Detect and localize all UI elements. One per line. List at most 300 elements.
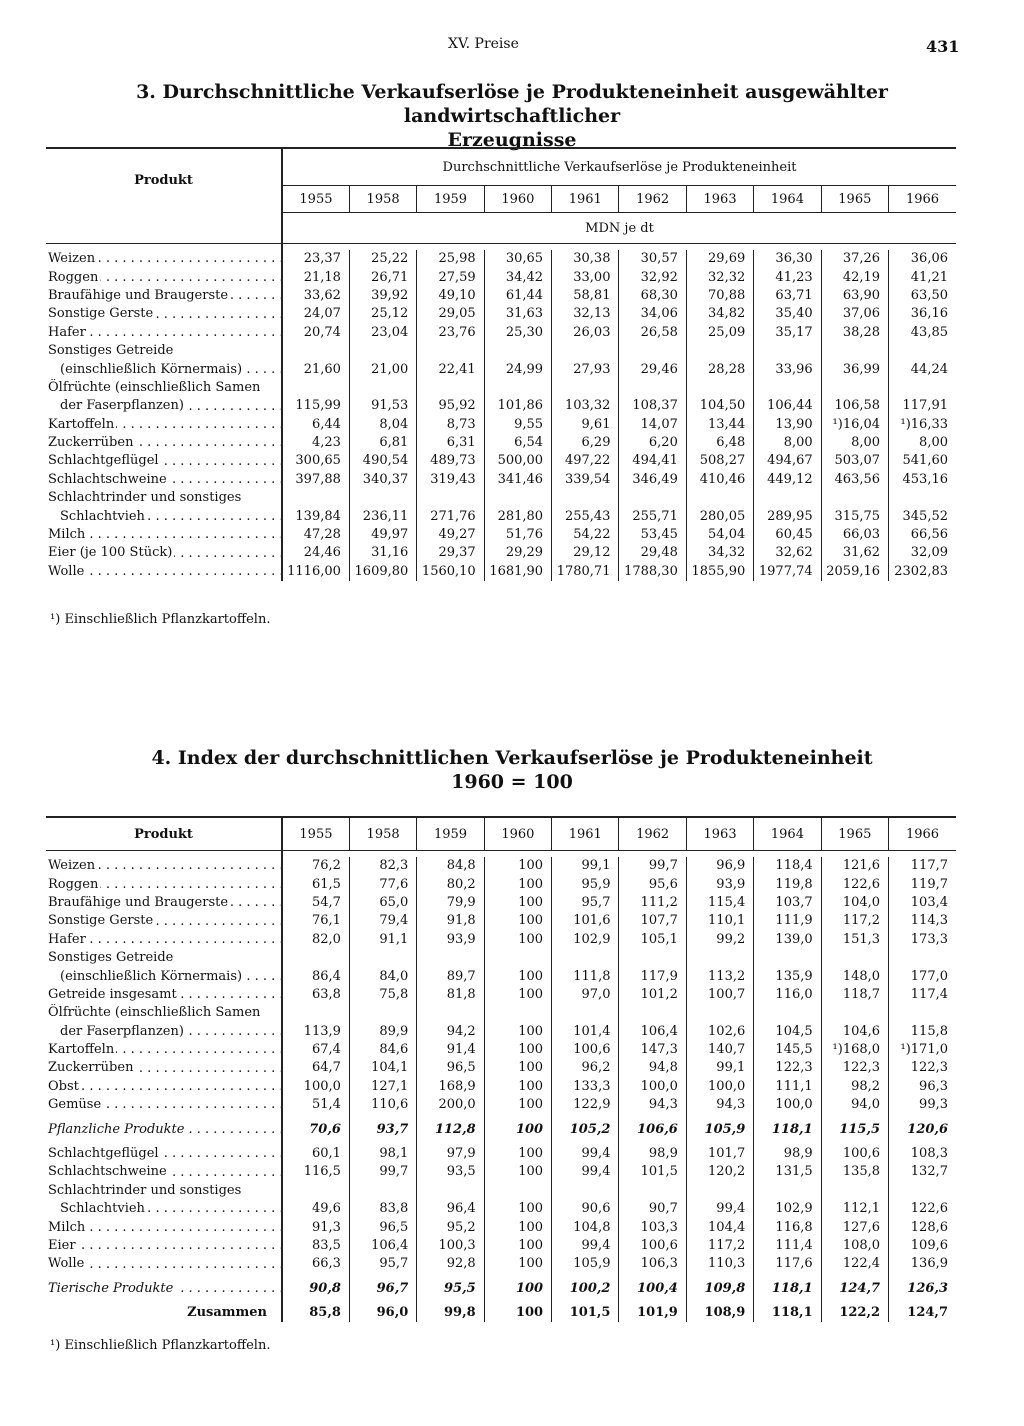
table-row	[46, 875, 956, 893]
row-value: 25,98	[417, 250, 484, 268]
row-value: 41,23	[754, 268, 821, 286]
row-value: 100	[484, 1237, 551, 1255]
row-value: 489,73	[417, 452, 484, 470]
row-value: 29,12	[552, 544, 619, 562]
row-value: 107,7	[619, 912, 686, 930]
row-value: ¹)168,0	[821, 1041, 888, 1059]
row-value: 117,6	[754, 1255, 821, 1273]
row-value: 95,9	[552, 875, 619, 893]
table1-year-header: 1964	[754, 186, 821, 213]
table2	[46, 816, 956, 1322]
row-value: 26,03	[552, 324, 619, 342]
row-value: 100	[484, 1139, 551, 1163]
row-value: 34,32	[686, 544, 753, 562]
row-value: 103,7	[754, 894, 821, 912]
table1-title-line2: Erzeugnisse	[447, 129, 577, 151]
row-value: 96,5	[349, 1218, 416, 1236]
row-value: 80,2	[417, 875, 484, 893]
row-value: 26,58	[619, 324, 686, 342]
row-label-text: Eier	[48, 1238, 76, 1253]
row-value: 83,5	[282, 1237, 349, 1255]
row-value: 108,3	[889, 1139, 956, 1163]
row-value: 104,1	[349, 1059, 416, 1077]
row-value: 114,3	[889, 912, 956, 930]
row-label	[46, 912, 282, 930]
row-value: 102,6	[686, 1023, 753, 1041]
row-value: 100,6	[552, 1041, 619, 1059]
row-value	[686, 342, 753, 360]
row-label-text: Hafer	[48, 324, 86, 340]
row-label-text: Schlachtrinder und sonstiges	[48, 490, 242, 506]
row-label-text: Sonstige Gerste	[48, 913, 154, 929]
row-value: 200,0	[417, 1096, 484, 1114]
table2-year-header: 1965	[821, 817, 888, 851]
row-value: 120,2	[686, 1163, 753, 1181]
row-value: 255,71	[619, 507, 686, 525]
row-value: 339,54	[552, 471, 619, 489]
row-value: 6,44	[282, 416, 349, 434]
row-value	[484, 342, 551, 360]
row-value: 168,9	[417, 1078, 484, 1096]
row-value: 96,7	[349, 1274, 416, 1298]
row-value: 145,5	[754, 1041, 821, 1059]
row-value: 70,6	[282, 1114, 349, 1138]
table-row	[46, 360, 956, 378]
row-value: 101,9	[619, 1298, 686, 1322]
row-value	[619, 489, 686, 507]
row-value: 91,4	[417, 1041, 484, 1059]
row-value: 100	[484, 1041, 551, 1059]
row-value: 54,22	[552, 526, 619, 544]
row-value: ¹)171,0	[889, 1041, 956, 1059]
row-value: 47,28	[282, 526, 349, 544]
row-label	[46, 1218, 282, 1236]
row-value	[889, 1004, 956, 1022]
row-value: 34,42	[484, 268, 551, 286]
table1-footnote-text: Einschließlich Pflanzkartoffeln.	[64, 612, 271, 627]
table-row	[46, 434, 956, 452]
row-value: 122,6	[889, 1200, 956, 1218]
row-value: 89,9	[349, 1023, 416, 1041]
table-row	[46, 1078, 956, 1096]
row-value: 21,60	[282, 360, 349, 378]
table-row	[46, 949, 956, 967]
row-value: 99,7	[619, 857, 686, 875]
row-value: 34,82	[686, 305, 753, 323]
row-label-text: Obst	[48, 1078, 79, 1094]
row-value: 139,84	[282, 507, 349, 525]
table-row	[46, 894, 956, 912]
table-row	[46, 452, 956, 470]
row-value: 100,6	[619, 1237, 686, 1255]
table-row	[46, 287, 956, 305]
row-value: 79,9	[417, 894, 484, 912]
table-row	[46, 1004, 956, 1022]
table2-footnote	[50, 1338, 270, 1353]
row-label	[46, 1274, 282, 1298]
row-value: 177,0	[889, 967, 956, 985]
row-value	[754, 342, 821, 360]
row-label-text: Gemüse	[48, 1097, 102, 1113]
row-value: 100,0	[619, 1078, 686, 1096]
row-value: 541,60	[889, 452, 956, 470]
row-value: 281,80	[484, 507, 551, 525]
row-value	[821, 949, 888, 967]
row-label-text: Schlachtvieh	[48, 1201, 147, 1216]
row-value: 117,2	[821, 912, 888, 930]
row-value: 30,38	[552, 250, 619, 268]
table2-year-header: 1959	[417, 817, 484, 851]
row-value: 101,5	[552, 1298, 619, 1322]
row-value	[349, 342, 416, 360]
row-value: 100	[484, 857, 551, 875]
row-value: ¹)16,33	[889, 416, 956, 434]
row-value: 116,8	[754, 1218, 821, 1236]
table1-year-header: 1965	[821, 186, 888, 213]
row-value	[484, 379, 551, 397]
row-value: 63,8	[282, 986, 349, 1004]
row-value: 117,2	[686, 1237, 753, 1255]
table-row	[46, 397, 956, 415]
row-value	[821, 379, 888, 397]
row-value: 111,2	[619, 894, 686, 912]
row-value	[619, 1004, 686, 1022]
row-value: 32,62	[754, 544, 821, 562]
row-value: 94,3	[686, 1096, 753, 1114]
row-value: 31,62	[821, 544, 888, 562]
table-row	[46, 1059, 956, 1077]
row-value: 122,3	[821, 1059, 888, 1077]
row-label-text: der Faserpflanzen)	[48, 1024, 186, 1039]
row-value: 108,9	[686, 1298, 753, 1322]
row-value: 289,95	[754, 507, 821, 525]
row-value	[282, 379, 349, 397]
row-value: 23,37	[282, 250, 349, 268]
row-label	[46, 250, 282, 268]
row-value: 1788,30	[619, 563, 686, 581]
row-label-text: Braufähige und Braugerste	[48, 287, 229, 303]
row-value: 63,50	[889, 287, 956, 305]
row-value: 346,49	[619, 471, 686, 489]
row-value: 397,88	[282, 471, 349, 489]
row-label	[46, 342, 282, 360]
row-value: 43,85	[889, 324, 956, 342]
row-label-text: Eier (je 100 Stück)	[48, 545, 173, 561]
row-value: 100	[484, 1163, 551, 1181]
row-value: 21,18	[282, 268, 349, 286]
row-label	[46, 489, 282, 507]
row-label-text: Tierische Produkte	[48, 1280, 174, 1296]
row-value: 25,12	[349, 305, 416, 323]
row-value: 133,3	[552, 1078, 619, 1096]
row-value: 77,6	[349, 875, 416, 893]
row-label	[46, 1182, 282, 1200]
row-value: 27,59	[417, 268, 484, 286]
row-value	[349, 379, 416, 397]
row-value: 122,6	[821, 875, 888, 893]
row-value: 124,7	[889, 1298, 956, 1322]
row-value: 100	[484, 1114, 551, 1138]
row-value: 127,1	[349, 1078, 416, 1096]
row-value: 100,0	[686, 1078, 753, 1096]
row-label-text: Roggen	[48, 269, 99, 285]
row-value: 100	[484, 1274, 551, 1298]
row-value: 139,0	[754, 931, 821, 949]
row-label	[46, 1023, 282, 1041]
row-value	[282, 1182, 349, 1200]
row-label	[46, 544, 282, 562]
row-label-text: Getreide insgesamt	[48, 986, 177, 1002]
row-value: 36,30	[754, 250, 821, 268]
row-label	[46, 949, 282, 967]
row-value: 1855,90	[686, 563, 753, 581]
row-value: 14,07	[619, 416, 686, 434]
row-value: 8,00	[821, 434, 888, 452]
row-value: 79,4	[349, 912, 416, 930]
row-value: 124,7	[821, 1274, 888, 1298]
row-value: 31,16	[349, 544, 416, 562]
row-value: 60,45	[754, 526, 821, 544]
row-value: 49,97	[349, 526, 416, 544]
row-value: 96,5	[417, 1059, 484, 1077]
row-value: 96,3	[889, 1078, 956, 1096]
row-value: 110,3	[686, 1255, 753, 1273]
row-label-text: Ölfrüchte (einschließlich Samen	[48, 379, 261, 395]
table2-year-header: 1960	[484, 817, 551, 851]
row-value	[686, 379, 753, 397]
row-value: 103,4	[889, 894, 956, 912]
row-value: 100	[484, 1298, 551, 1322]
table-row	[46, 1218, 956, 1236]
row-label	[46, 360, 282, 378]
row-value: 319,43	[417, 471, 484, 489]
row-value: 100	[484, 1200, 551, 1218]
row-value: 106,44	[754, 397, 821, 415]
row-value: 105,9	[686, 1114, 753, 1138]
row-value: 60,1	[282, 1139, 349, 1163]
row-value	[821, 342, 888, 360]
row-value: 29,69	[686, 250, 753, 268]
row-value: 100	[484, 912, 551, 930]
row-value: 34,06	[619, 305, 686, 323]
row-value: 91,53	[349, 397, 416, 415]
row-value: 104,0	[821, 894, 888, 912]
row-value	[686, 1182, 753, 1200]
row-label	[46, 1237, 282, 1255]
row-value: 148,0	[821, 967, 888, 985]
row-label	[46, 1139, 282, 1163]
table2-footnote-text: Einschließlich Pflanzkartoffeln.	[64, 1338, 271, 1353]
table-row	[46, 1200, 956, 1218]
row-value: 28,28	[686, 360, 753, 378]
row-label-text: Pflanzliche Produkte	[48, 1121, 185, 1137]
row-value: 91,8	[417, 912, 484, 930]
row-value: 119,8	[754, 875, 821, 893]
row-value: 32,09	[889, 544, 956, 562]
table1-year-header: 1959	[417, 186, 484, 213]
row-value: 51,76	[484, 526, 551, 544]
row-value: 29,05	[417, 305, 484, 323]
row-value: 36,99	[821, 360, 888, 378]
table-row	[46, 1255, 956, 1273]
row-value: 99,4	[686, 1200, 753, 1218]
row-value: 70,88	[686, 287, 753, 305]
row-value: 85,8	[282, 1298, 349, 1322]
row-value: 6,29	[552, 434, 619, 452]
row-value: 30,57	[619, 250, 686, 268]
row-value: 99,4	[552, 1163, 619, 1181]
row-value: 2059,16	[821, 563, 888, 581]
table-row	[46, 931, 956, 949]
row-label	[46, 894, 282, 912]
row-value	[552, 342, 619, 360]
row-label	[46, 1004, 282, 1022]
row-value	[349, 949, 416, 967]
row-value: 1560,10	[417, 563, 484, 581]
row-value: 115,5	[821, 1114, 888, 1138]
row-value: 122,9	[552, 1096, 619, 1114]
table1-year-header: 1962	[619, 186, 686, 213]
row-value: 280,05	[686, 507, 753, 525]
table-row	[46, 305, 956, 323]
row-value: 90,6	[552, 1200, 619, 1218]
row-value: 101,7	[686, 1139, 753, 1163]
row-value: 49,6	[282, 1200, 349, 1218]
row-value: 54,7	[282, 894, 349, 912]
row-value: 271,76	[417, 507, 484, 525]
row-value: 6,31	[417, 434, 484, 452]
row-value: 255,43	[552, 507, 619, 525]
row-value: 115,4	[686, 894, 753, 912]
row-label-text: Wolle	[48, 563, 85, 579]
row-value: 300,65	[282, 452, 349, 470]
row-value: 117,4	[889, 986, 956, 1004]
row-value	[754, 1182, 821, 1200]
row-value: 100,6	[821, 1139, 888, 1163]
row-label	[46, 305, 282, 323]
row-value: 131,5	[754, 1163, 821, 1181]
row-value	[619, 949, 686, 967]
row-value: 122,3	[889, 1059, 956, 1077]
row-label	[46, 1078, 282, 1096]
row-value	[619, 379, 686, 397]
row-value: 64,7	[282, 1059, 349, 1077]
row-value: 1116,00	[282, 563, 349, 581]
table1-group-header: Durchschnittliche Verkaufserlöse je Produkteneinheit	[282, 148, 956, 186]
row-value: 100,3	[417, 1237, 484, 1255]
row-value	[686, 1004, 753, 1022]
row-value: 106,4	[349, 1237, 416, 1255]
row-value: 100,4	[619, 1274, 686, 1298]
table1	[46, 147, 956, 581]
table1-footnote-mark: ¹)	[50, 612, 61, 627]
row-label	[46, 1200, 282, 1218]
row-value: 98,9	[754, 1139, 821, 1163]
row-value: 103,32	[552, 397, 619, 415]
row-value: 91,1	[349, 931, 416, 949]
row-value: 29,29	[484, 544, 551, 562]
row-label	[46, 986, 282, 1004]
table-row	[46, 1237, 956, 1255]
row-value: 24,46	[282, 544, 349, 562]
table2-year-header: 1955	[282, 817, 349, 851]
table-row	[46, 857, 956, 875]
table-row	[46, 1114, 956, 1138]
row-value: 103,3	[619, 1218, 686, 1236]
row-value: 58,81	[552, 287, 619, 305]
row-value: 126,3	[889, 1274, 956, 1298]
row-value: 96,2	[552, 1059, 619, 1077]
row-value: 111,9	[754, 912, 821, 930]
row-value: 345,52	[889, 507, 956, 525]
table-row	[46, 1274, 956, 1298]
row-value: 6,48	[686, 434, 753, 452]
row-value: 108,0	[821, 1237, 888, 1255]
row-value: 340,37	[349, 471, 416, 489]
table-row	[46, 563, 956, 581]
row-value	[484, 949, 551, 967]
row-value: 30,65	[484, 250, 551, 268]
row-value: 81,8	[417, 986, 484, 1004]
page-header-section: XV. Preise	[448, 36, 519, 52]
table1-unit: MDN je dt	[282, 213, 956, 244]
row-value: 36,06	[889, 250, 956, 268]
table2-year-header: 1966	[889, 817, 956, 851]
row-label-text: Sonstiges Getreide	[48, 343, 174, 359]
table1-year-header: 1958	[349, 186, 416, 213]
row-value: 23,04	[349, 324, 416, 342]
row-value: 122,2	[821, 1298, 888, 1322]
row-value: 66,03	[821, 526, 888, 544]
table-row	[46, 471, 956, 489]
table1-year-header: 1961	[552, 186, 619, 213]
row-value: 95,7	[349, 1255, 416, 1273]
row-value: 99,2	[686, 931, 753, 949]
table-row	[46, 379, 956, 397]
row-value: 13,90	[754, 416, 821, 434]
table1-year-header: 1963	[686, 186, 753, 213]
row-value: 118,1	[754, 1114, 821, 1138]
row-value: 32,32	[686, 268, 753, 286]
row-label-text: Roggen	[48, 876, 99, 892]
row-value	[282, 342, 349, 360]
row-value: 111,1	[754, 1078, 821, 1096]
row-value: 89,7	[417, 967, 484, 985]
row-label	[46, 452, 282, 470]
row-value: 99,1	[552, 857, 619, 875]
row-value: 100,0	[754, 1096, 821, 1114]
row-value	[754, 949, 821, 967]
row-value: 35,40	[754, 305, 821, 323]
row-label	[46, 287, 282, 305]
table-row	[46, 967, 956, 985]
row-value: 494,67	[754, 452, 821, 470]
row-label	[46, 875, 282, 893]
row-value: 90,7	[619, 1200, 686, 1218]
row-value: 100	[484, 986, 551, 1004]
row-label-text: Weizen	[48, 858, 96, 874]
row-value: 66,3	[282, 1255, 349, 1273]
row-label	[46, 1096, 282, 1114]
row-value: 9,61	[552, 416, 619, 434]
table-row	[46, 912, 956, 930]
row-value	[754, 379, 821, 397]
row-label	[46, 416, 282, 434]
row-value: 109,6	[889, 1237, 956, 1255]
row-value: 38,28	[821, 324, 888, 342]
row-value	[821, 1004, 888, 1022]
row-value	[282, 1004, 349, 1022]
